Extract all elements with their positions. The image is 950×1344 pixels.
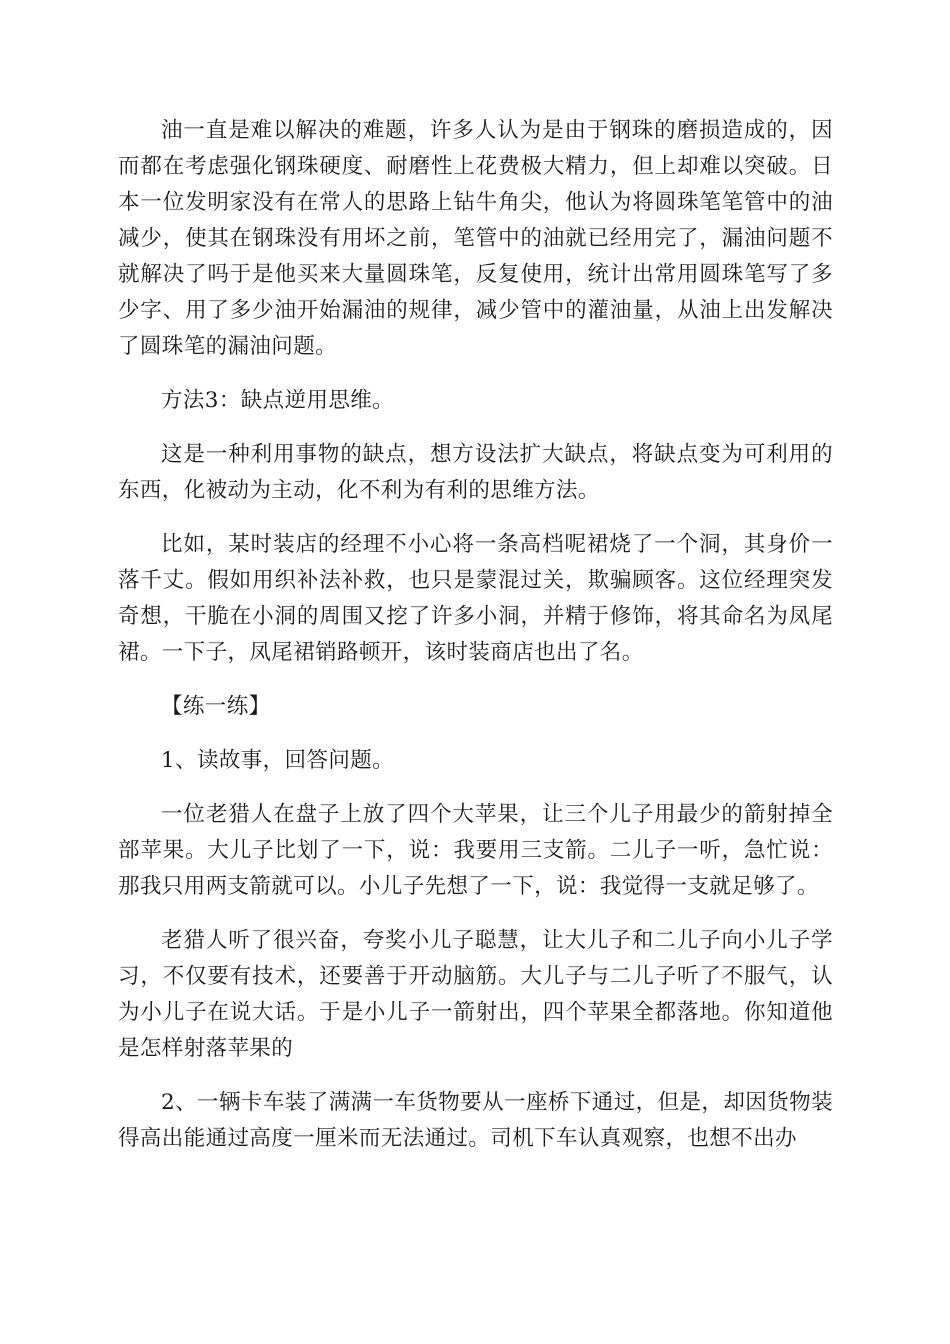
paragraph-exercise-2-truck: 2、一辆卡车装了满满一车货物要从一座桥下通过，但是，却因货物装得高出能通过高度一厘米而无法通过。司机下车认真观察，也想不出办	[118, 1090, 833, 1151]
paragraph-method-3-definition: 这是一种利用事物的缺点，想方设法扩大缺点，将缺点变为可利用的东西，化被动为主动，化不利为有利的思维方法。	[118, 442, 833, 503]
paragraph-skirt-example: 比如，某时装店的经理不小心将一条高档呢裙烧了一个洞，其身价一落千丈。假如用织补法补救，也只是蒙混过关，欺骗顾客。这位经理突发奇想，干脆在小洞的周围又挖了许多小洞，并精于修饰，将其命名为凤尾裙。一下子，凤尾裙销路顿开，该时装商店也出了名。	[118, 532, 833, 665]
paragraph-hunter-story-part-1: 一位老猎人在盘子上放了四个大苹果，让三个儿子用最少的箭射掉全部苹果。大儿子比划了一下，说：我要用三支箭。二儿子一听，急忙说：那我只用两支箭就可以。小儿子先想了一下，说：我觉得一支就足够了。	[118, 802, 833, 899]
paragraph-practice-heading: 【练一练】	[161, 694, 271, 719]
paragraph-exercise-1-title: 1、读故事，回答问题。	[161, 748, 395, 773]
paragraph-hunter-story-part-2: 老猎人听了很兴奋，夸奖小儿子聪慧，让大儿子和二儿子向小儿子学习，不仅要有技术，还要善于开动脑筋。大儿子与二儿子听了不服气，认为小儿子在说大话。于是小儿子一箭射出，四个苹果全都落地。你知道他是怎样射落苹果的	[118, 928, 833, 1061]
paragraph-method-3-heading: 方法3：缺点逆用思维。	[161, 388, 395, 413]
document-body	[118, 113, 833, 1175]
paragraph-ballpoint-pen-story: 油一直是难以解决的难题，许多人认为是由于钢珠的磨损造成的，因而都在考虑强化钢珠硬度、耐磨性上花费极大精力，但上却难以突破。日本一位发明家没有在常人的思路上钻牛角尖，他认为将圆珠笔笔管中的油减少，使其在钢珠没有用坏之前，笔管中的油就已经用完了，漏油问题不就解决了吗于是他买来大量圆珠笔，反复使用，统计出常用圆珠笔写了多少字、用了多少油开始漏油的规律，减少管中的灌油量，从油上出发解决了圆珠笔的漏油问题。	[118, 118, 833, 359]
